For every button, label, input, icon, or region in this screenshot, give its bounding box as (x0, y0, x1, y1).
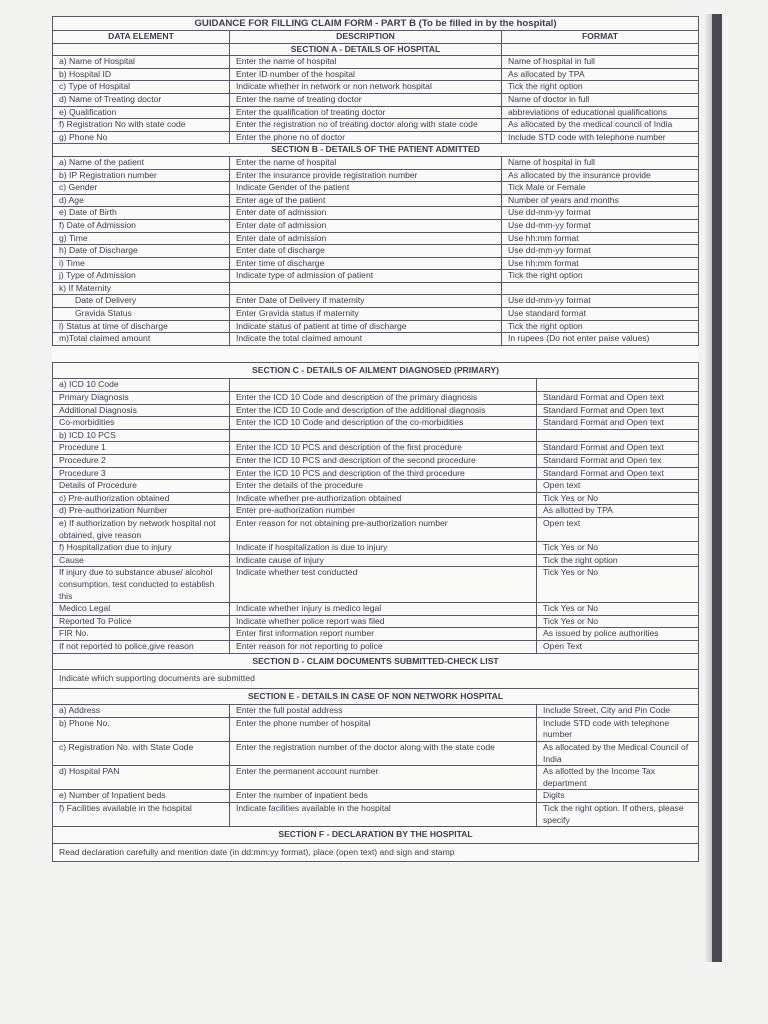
page-edge-shadow (704, 14, 712, 962)
form-title: GUIDANCE FOR FILLING CLAIM FORM - PART B (To be filled in by the hospital) (53, 17, 699, 31)
description-cell: Enter date of admission (230, 232, 502, 245)
data-element-cell: d) Name of Treating doctor (53, 93, 230, 106)
description-cell: Indicate type of admission of patient (230, 270, 502, 283)
format-cell: Name of doctor in full (502, 93, 699, 106)
format-cell: As allocated by TPA (502, 68, 699, 81)
data-element-cell: i) Time (53, 257, 230, 270)
section-a-title: SECTION A - DETAILS OF HOSPITAL (230, 43, 502, 56)
data-element-cell: If injury due to substance abuse/ alcohol consumption, test conducted to establish this (53, 567, 230, 603)
table-row (53, 182, 699, 195)
format-cell: Include STD code with telephone number (502, 131, 699, 144)
data-element-cell: Procedure 2 (53, 455, 230, 468)
table-row (53, 603, 699, 616)
description-cell: Enter the ICD 10 PCS and description of the second procedure (230, 455, 537, 468)
header-description: DESCRIPTION (230, 31, 502, 44)
format-cell: Use dd-mm-yy format (502, 295, 699, 308)
table-row (53, 320, 699, 333)
description-cell: Enter the name of hospital (230, 56, 502, 69)
description-cell: Enter the full postal address (230, 705, 537, 718)
data-element-cell: Procedure 3 (53, 467, 230, 480)
description-cell: Indicate whether in network or non network hospital (230, 81, 502, 94)
data-element-cell: h) Date of Discharge (53, 245, 230, 258)
table-row (53, 455, 699, 468)
description-cell: Enter the number of inpatient beds (230, 790, 537, 803)
section-b-title: SECTION B - DETAILS OF THE PATIENT ADMITTED (53, 144, 699, 157)
table-row (53, 517, 699, 541)
description-cell (230, 282, 502, 295)
data-element-cell: Details of Procedure (53, 480, 230, 493)
format-cell: Use hh:mm format (502, 232, 699, 245)
data-element-cell: b) IP Registration number (53, 169, 230, 182)
description-cell: Enter the registration number of the doctor along with the state code (230, 742, 537, 766)
description-cell: Enter the ICD 10 PCS and description of the third procedure (230, 467, 537, 480)
section-c-rows (53, 379, 699, 653)
table-row (53, 705, 699, 718)
data-element-cell: Date of Delivery (53, 295, 230, 308)
table-row (53, 554, 699, 567)
table-row (53, 404, 699, 417)
description-cell: Indicate status of patient at time of discharge (230, 320, 502, 333)
description-cell: Enter the qualification of treating doctor (230, 106, 502, 119)
format-cell: Tick the right option (502, 81, 699, 94)
description-cell: Enter first information report number (230, 628, 537, 641)
description-cell: Enter the insurance provide registration number (230, 169, 502, 182)
description-cell: Enter age of the patient (230, 194, 502, 207)
format-cell: Standard Format and Open text (537, 467, 699, 480)
table-row (53, 742, 699, 766)
format-cell: Digits (537, 790, 699, 803)
data-element-cell: If not reported to police,give reason (53, 640, 230, 653)
data-element-cell: k) If Maternity (53, 282, 230, 295)
table-row (53, 442, 699, 455)
description-cell: Enter date of admission (230, 219, 502, 232)
data-element-cell: Reported To Police (53, 615, 230, 628)
table-row (53, 429, 699, 442)
format-cell: Name of hospital in full (502, 156, 699, 169)
format-cell: Name of hospital in full (502, 56, 699, 69)
format-cell: As issued by police authorities (537, 628, 699, 641)
format-cell: Standard Format and Open tex (537, 455, 699, 468)
format-cell: As allocated by the Medical Council of India (537, 742, 699, 766)
section-d-note: Indicate which supporting documents are submitted (53, 670, 699, 689)
description-cell: Indicate Gender of the patient (230, 182, 502, 195)
table-row (53, 56, 699, 69)
data-element-cell: f) Facilities available in the hospital (53, 803, 230, 827)
section-c-title: SECTION C - DETAILS OF AILMENT DIAGNOSED (PRIMARY) (53, 362, 699, 379)
table-row (53, 766, 699, 790)
table-row (53, 379, 699, 392)
format-cell: Tick the right option. If others, please specify (537, 803, 699, 827)
header-format: FORMAT (502, 31, 699, 44)
format-cell: Include Street, City and Pin Code (537, 705, 699, 718)
format-cell: Open text (537, 517, 699, 541)
description-cell: Indicate whether police report was filed (230, 615, 537, 628)
description-cell: Indicate the total claimed amount (230, 333, 502, 346)
format-cell: Standard Format and Open text (537, 417, 699, 430)
header-data-element: DATA ELEMENT (53, 31, 230, 44)
claim-form-guidance-sheet (52, 16, 698, 862)
section-e-title: SECTION E - DETAILS IN CASE OF NON NETWORK HOSPITAL (53, 688, 699, 705)
table-row (53, 119, 699, 132)
table-row (53, 232, 699, 245)
description-cell: Enter Gravida status if maternity (230, 308, 502, 321)
data-element-cell: Co-morbidities (53, 417, 230, 430)
data-element-cell: f) Hospitalization due to injury (53, 542, 230, 555)
section-f-title: SECTION F - DECLARATION BY THE HOSPITAL (53, 827, 699, 844)
data-element-cell: c) Pre-authorization obtained (53, 492, 230, 505)
description-cell (230, 429, 537, 442)
format-cell: Use dd-mm-yy format (502, 245, 699, 258)
data-element-cell: d) Age (53, 194, 230, 207)
format-cell: Tick Yes or No (537, 567, 699, 603)
format-cell: As allocated by the medical council of India (502, 119, 699, 132)
data-element-cell: b) Hospital ID (53, 68, 230, 81)
data-element-cell: d) Pre-authorization Number (53, 505, 230, 518)
description-cell: Enter reason for not reporting to police (230, 640, 537, 653)
format-cell: Tick Yes or No (537, 492, 699, 505)
data-element-cell: c) Registration No. with State Code (53, 742, 230, 766)
description-cell: Enter the ICD 10 PCS and description of the first procedure (230, 442, 537, 455)
section-e-rows (53, 705, 699, 827)
page-edge-bar (712, 14, 722, 962)
description-cell: Indicate whether pre-authorization obtained (230, 492, 537, 505)
format-cell: Tick Yes or No (537, 603, 699, 616)
format-cell: Open text (537, 480, 699, 493)
description-cell: Enter the ICD 10 Code and description of the additional diagnosis (230, 404, 537, 417)
table-row (53, 194, 699, 207)
description-cell: Enter the permanent account number (230, 766, 537, 790)
data-element-cell: e) Qualification (53, 106, 230, 119)
description-cell: Enter the registration no of treating doctor along with state code (230, 119, 502, 132)
data-element-cell: g) Phone No (53, 131, 230, 144)
format-cell: Standard Format and Open text (537, 404, 699, 417)
format-cell: Tick the right option (502, 320, 699, 333)
table-row (53, 542, 699, 555)
data-element-cell: f) Registration No with state code (53, 119, 230, 132)
table-row (53, 106, 699, 119)
data-element-cell: Cause (53, 554, 230, 567)
table-row (53, 93, 699, 106)
section-b-rows (53, 156, 699, 345)
format-cell: Tick the right option (502, 270, 699, 283)
data-element-cell: Gravida Status (53, 308, 230, 321)
data-element-cell: e) Number of Inpatient beds (53, 790, 230, 803)
format-cell: Use dd-mm-yy format (502, 207, 699, 220)
table-row (53, 628, 699, 641)
data-element-cell: c) Type of Hospital (53, 81, 230, 94)
table-row (53, 417, 699, 430)
description-cell: Enter reason for not obtaining pre-authorization number (230, 517, 537, 541)
description-cell (230, 379, 537, 392)
section-f-note: Read declaration carefully and mention date (in dd:mm:yy format), place (open text) and sign and stamp (53, 843, 699, 862)
description-cell: Enter the phone no of doctor (230, 131, 502, 144)
table-row (53, 68, 699, 81)
data-element-cell: l) Status at time of discharge (53, 320, 230, 333)
format-cell: Include STD code with telephone number (537, 717, 699, 741)
table-row (53, 803, 699, 827)
description-cell: Enter pre-authorization number (230, 505, 537, 518)
data-element-cell: Primary Diagnosis (53, 392, 230, 405)
description-cell: Indicate whether injury is medico legal (230, 603, 537, 616)
description-cell: Enter date of discharge (230, 245, 502, 258)
format-cell (502, 282, 699, 295)
format-cell (537, 429, 699, 442)
table-row (53, 270, 699, 283)
description-cell: Enter date of admission (230, 207, 502, 220)
format-cell (537, 379, 699, 392)
section-a-rows (53, 56, 699, 144)
format-cell: As allotted by TPA (537, 505, 699, 518)
data-element-cell: c) Gender (53, 182, 230, 195)
data-element-cell: g) Time (53, 232, 230, 245)
data-element-cell: d) Hospital PAN (53, 766, 230, 790)
description-cell: Indicate cause of injury (230, 554, 537, 567)
table-row (53, 156, 699, 169)
format-cell: Tick the right option (537, 554, 699, 567)
format-cell: Tick Male or Female (502, 182, 699, 195)
table-row (53, 567, 699, 603)
table-row (53, 505, 699, 518)
table-row (53, 333, 699, 346)
table-row (53, 480, 699, 493)
table-row (53, 790, 699, 803)
format-cell: Standard Format and Open text (537, 392, 699, 405)
description-cell: Enter the details of the procedure (230, 480, 537, 493)
format-cell: Tick Yes or No (537, 542, 699, 555)
data-element-cell: e) Date of Birth (53, 207, 230, 220)
data-element-cell: j) Type of Admission (53, 270, 230, 283)
description-cell: Indicate whether test conducted (230, 567, 537, 603)
format-cell: Open Text (537, 640, 699, 653)
table-row (53, 615, 699, 628)
data-element-cell: FIR No. (53, 628, 230, 641)
format-cell: Use dd-mm-yy format (502, 219, 699, 232)
data-element-cell: a) Address (53, 705, 230, 718)
section-d-title: SECTION D - CLAIM DOCUMENTS SUBMITTED-CHECK LIST (53, 653, 699, 670)
data-element-cell: a) Name of Hospital (53, 56, 230, 69)
data-element-cell: m)Total claimed amount (53, 333, 230, 346)
description-cell: Enter the name of treating doctor (230, 93, 502, 106)
table-row (53, 640, 699, 653)
table-row (53, 308, 699, 321)
format-cell: As allotted by the Income Tax department (537, 766, 699, 790)
column-header-row (53, 31, 699, 44)
format-cell: Standard Format and Open text (537, 442, 699, 455)
description-cell: Enter the name of hospital (230, 156, 502, 169)
table-row (53, 257, 699, 270)
table-row (53, 207, 699, 220)
data-element-cell: f) Date of Admission (53, 219, 230, 232)
data-element-cell: a) Name of the patient (53, 156, 230, 169)
guidance-table-part1 (52, 16, 699, 346)
data-element-cell: b) Phone No. (53, 717, 230, 741)
data-element-cell: Additional Diagnosis (53, 404, 230, 417)
table-row (53, 131, 699, 144)
table-row (53, 392, 699, 405)
description-cell: Enter ID number of the hospital (230, 68, 502, 81)
table-row (53, 492, 699, 505)
format-cell: Number of years and months (502, 194, 699, 207)
format-cell: As allocated by the insurance provide (502, 169, 699, 182)
table-row (53, 81, 699, 94)
description-cell: Indicate facilities available in the hospital (230, 803, 537, 827)
format-cell: Use hh:mm format (502, 257, 699, 270)
data-element-cell: Procedure 1 (53, 442, 230, 455)
data-element-cell: e) If authorization by network hospital not obtained, give reason (53, 517, 230, 541)
table-row (53, 467, 699, 480)
format-cell: In rupees (Do not enter paise values) (502, 333, 699, 346)
table-row (53, 245, 699, 258)
format-cell: Tick Yes or No (537, 615, 699, 628)
table-row (53, 295, 699, 308)
description-cell: Indicate if hospitalization is due to injury (230, 542, 537, 555)
table-row (53, 717, 699, 741)
description-cell: Enter the ICD 10 Code and description of the co-morbidities (230, 417, 537, 430)
description-cell: Enter time of discharge (230, 257, 502, 270)
guidance-table-part2 (52, 362, 699, 863)
format-cell: abbreviations of educational qualifications (502, 106, 699, 119)
description-cell: Enter the ICD 10 Code and description of the primary diagnosis (230, 392, 537, 405)
description-cell: Enter the phone number of hospital (230, 717, 537, 741)
table-row (53, 219, 699, 232)
format-cell: Use standard format (502, 308, 699, 321)
data-element-cell: b) ICD 10 PCS (53, 429, 230, 442)
description-cell: Enter Date of Delivery if maternity (230, 295, 502, 308)
data-element-cell: Medico Legal (53, 603, 230, 616)
table-row (53, 282, 699, 295)
data-element-cell: a) ICD 10 Code (53, 379, 230, 392)
table-row (53, 169, 699, 182)
